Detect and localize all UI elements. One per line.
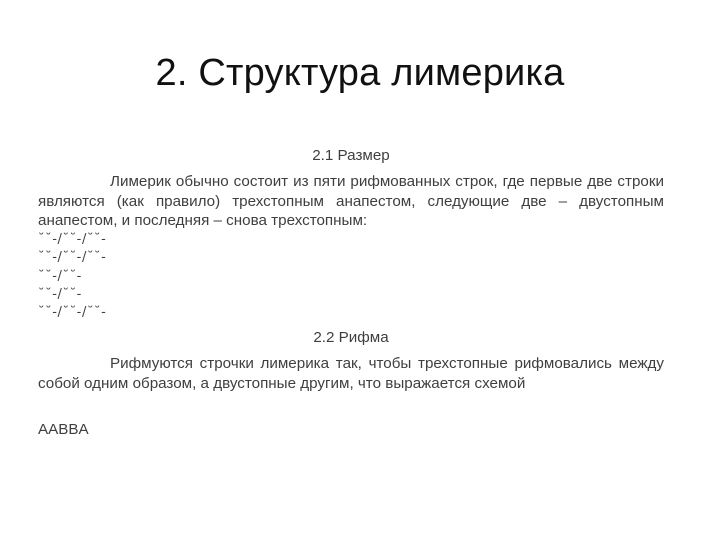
meter-line: ˘˘-/˘˘-: [38, 286, 82, 302]
meter-line: ˘˘-/˘˘-: [38, 268, 82, 284]
rhyme-scheme: AABBA: [38, 420, 89, 438]
meter-scheme-list: [38, 231, 664, 322]
meter-line: ˘˘-/˘˘-/˘˘-: [38, 305, 107, 320]
section-rhyme-heading: 2.2 Рифма: [313, 329, 389, 347]
slide-title: 2. Структура лимерика: [155, 52, 565, 94]
section-size-paragraph: Лимерик обычно состоит из пяти рифмованных строк, где первые две строки являются (как правило) трехстопным анапестом, следующие две – двустопным анапестом, и последняя – снова трехстопным:: [38, 172, 664, 230]
section-size-heading: 2.1 Размер: [312, 147, 390, 164]
meter-line: ˘˘-/˘˘-/˘˘-: [38, 232, 107, 248]
section-rhyme-paragraph: Рифмуются строчки лимерика так, чтобы трехстопные рифмовались между собой одним образом, а двустопные другим, что выражается схемой: [38, 355, 664, 392]
spacer: [38, 394, 664, 420]
meter-line: ˘˘-/˘˘-/˘˘-: [38, 250, 107, 266]
slide-body: [38, 146, 664, 439]
